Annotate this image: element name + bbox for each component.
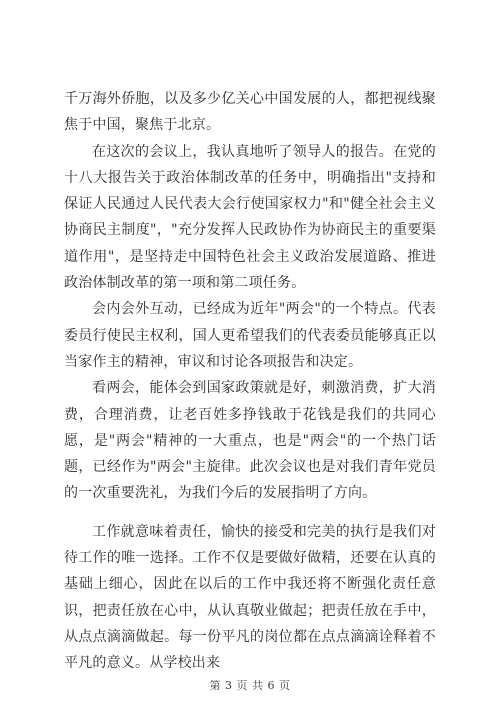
- paragraph-1: 千万海外侨胞，以及多少亿关心中国发展的人，都把视线聚焦于中国，聚焦于北京。: [64, 91, 436, 134]
- paragraph-5: 工作就意味着责任，愉快的接受和完美的执行是我们对待工作的唯一选择。工作不仅是要做好做精，还要在认真的基础上细心，因此在以后的工作中我还将不断强化责任意识，把责任放在心中，从认真敬业做起；把责任放在手中，从点点滴滴做起。每一份平凡的岗位都在点点滴滴诠释着不平凡的意义。从学校出来: [64, 523, 436, 672]
- document-body: [64, 86, 436, 677]
- paragraph-4: 看两会，能体会到国家政策就是好，刺激消费，扩大消费，合理消费，让老百姓多挣钱敢于花钱是我们的共同心愿，是"两会"精神的一大重点，也是"两会"的一个热门话题，已经作为"两会"主旋律。此次会议也是对我们青年党员的一次重要洗礼，为我们今后的发展指明了方向。: [64, 380, 436, 502]
- page-number-footer: 第 3 页 共 6 页: [209, 679, 291, 692]
- paragraph-3: 会内会外互动，已经成为近年"两会"的一个特点。代表委员行使民主权利，国人更希望我们的代表委员能够真正以当家作主的精神，审议和讨论各项报告和决定。: [64, 301, 436, 370]
- paragraph-2: 在这次的会议上，我认真地听了领导人的报告。在党的十八大报告关于政治体制改革的任务中，明确指出"支持和保证人民通过人民代表大会行使国家权力"和"健全社会主义协商民主制度"，"充分发挥人民政协作为协商民主的重要渠道作用"，是坚持走中国特色社会主义政治发展道路、推进政治体制改革的第一项和第二项任务。: [64, 143, 436, 292]
